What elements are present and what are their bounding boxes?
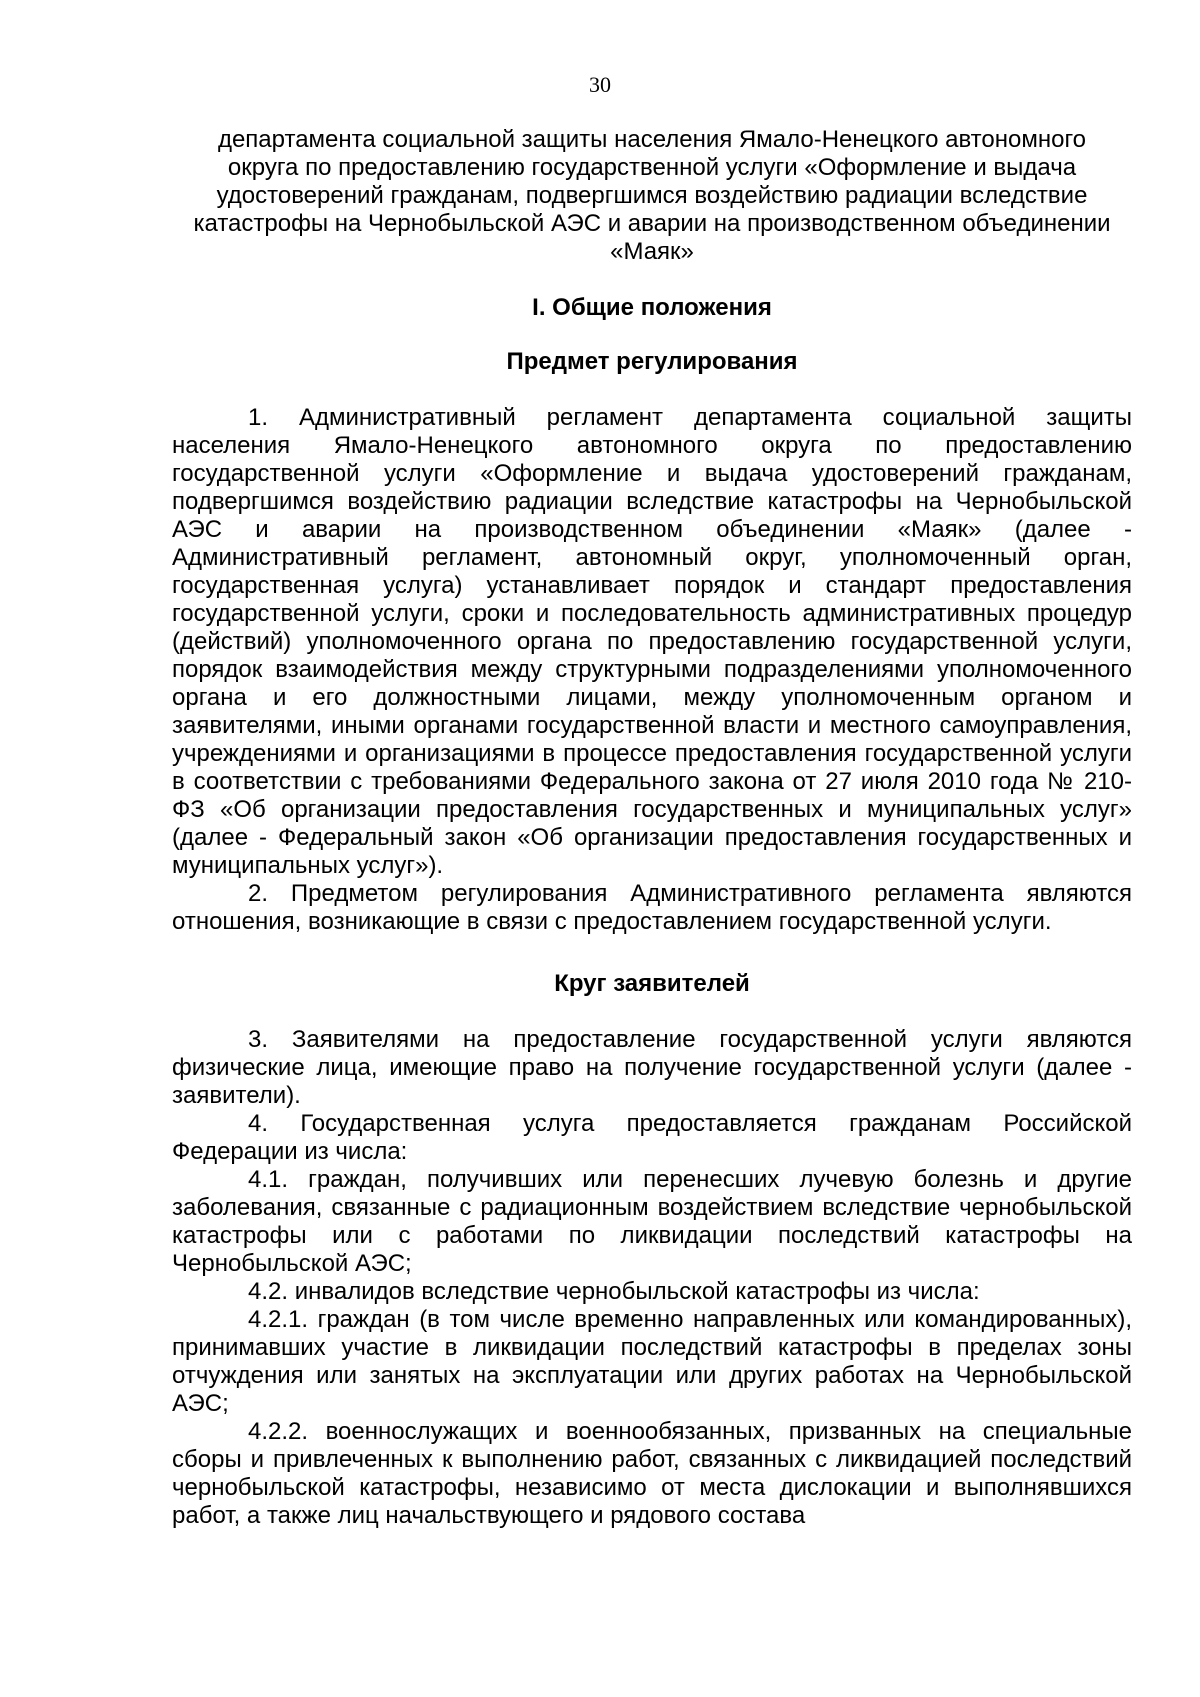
paragraph: 3. Заявителями на предоставление государственной услуги являются физические лица, имеющие право на получение государственной услуги (далее - заявители). <box>172 1026 1132 1109</box>
paragraph: 1. Административный регламент департамента социальной защиты населения Ямало-Ненецкого автономного округа по предоставлению государственной услуги «Оформление и выдача удостоверений гражданам, подвергшимся воздействию радиации вследствие катастрофы на Чернобыльской АЭС и аварии на производственном объединении «Маяк» (далее - Административный регламент, автономный округ, уполномоченный орган, государственная услуга) устанавливает порядок и стандарт предоставления государственной услуги, сроки и последовательность административных процедур (действий) уполномоченного органа по предоставлению государственной услуги, порядок взаимодействия между структурными подразделениями уполномоченного органа и его должностными лицами, между уполномоченным органом и заявителями, иными органами государственной власти и местного самоуправления, учреждениями и организациями в процессе предоставления государственной услуги в соответствии с требованиями Федерального закона от 27 июля 2010 года № 210-ФЗ «Об организации предоставления государственных и муниципальных услуг» (далее - Федеральный закон «Об организации предоставления государственных и муниципальных услуг»). <box>172 404 1132 879</box>
paragraph: 4.2. инвалидов вследствие чернобыльской катастрофы из числа: <box>248 1278 980 1305</box>
paragraph: 4.2.2. военнослужащих и военнообязанных, призванных на специальные сборы и привлеченных к выполнению работ, связанных с ликвидацией последствий чернобыльской катастрофы, независимо от места дислокации и выполнявшихся работ, а также лиц начальствующего и рядового состава <box>172 1418 1132 1529</box>
paragraph: 4.1. граждан, получивших или перенесших лучевую болезнь и другие заболевания, связанные с радиационным воздействием вследствие чернобыльской катастрофы или с работами по ликвидации последствий катастрофы на Чернобыльской АЭС; <box>172 1166 1132 1277</box>
document-body <box>172 126 1132 1530</box>
section-heading: I. Общие положения <box>532 294 772 321</box>
paragraph: 2. Предметом регулирования Административного регламента являются отношения, возникающие в связи с предоставлением государственной услуги. <box>172 880 1132 935</box>
page-number: 30 <box>589 72 611 97</box>
subsection-heading: Круг заявителей <box>554 970 750 997</box>
paragraph: 4. Государственная услуга предоставляется гражданам Российской Федерации из числа: <box>172 1110 1132 1165</box>
paragraph: 4.2.1. граждан (в том числе временно направленных или командированных), принимавших участие в ликвидации последствий катастрофы в пределах зоны отчуждения или занятых на эксплуатации или других работах на Чернобыльской АЭС; <box>172 1306 1132 1417</box>
subsection-heading: Предмет регулирования <box>506 348 798 375</box>
document-title: департамента социальной защиты населения Ямало-Ненецкого автономного округа по предоставлению государственной услуги «Оформление и выдача удостоверений гражданам, подвергшимся воздействию радиации вследствие катастрофы на Чернобыльской АЭС и аварии на производственном объединении «Маяк» <box>193 126 1111 265</box>
